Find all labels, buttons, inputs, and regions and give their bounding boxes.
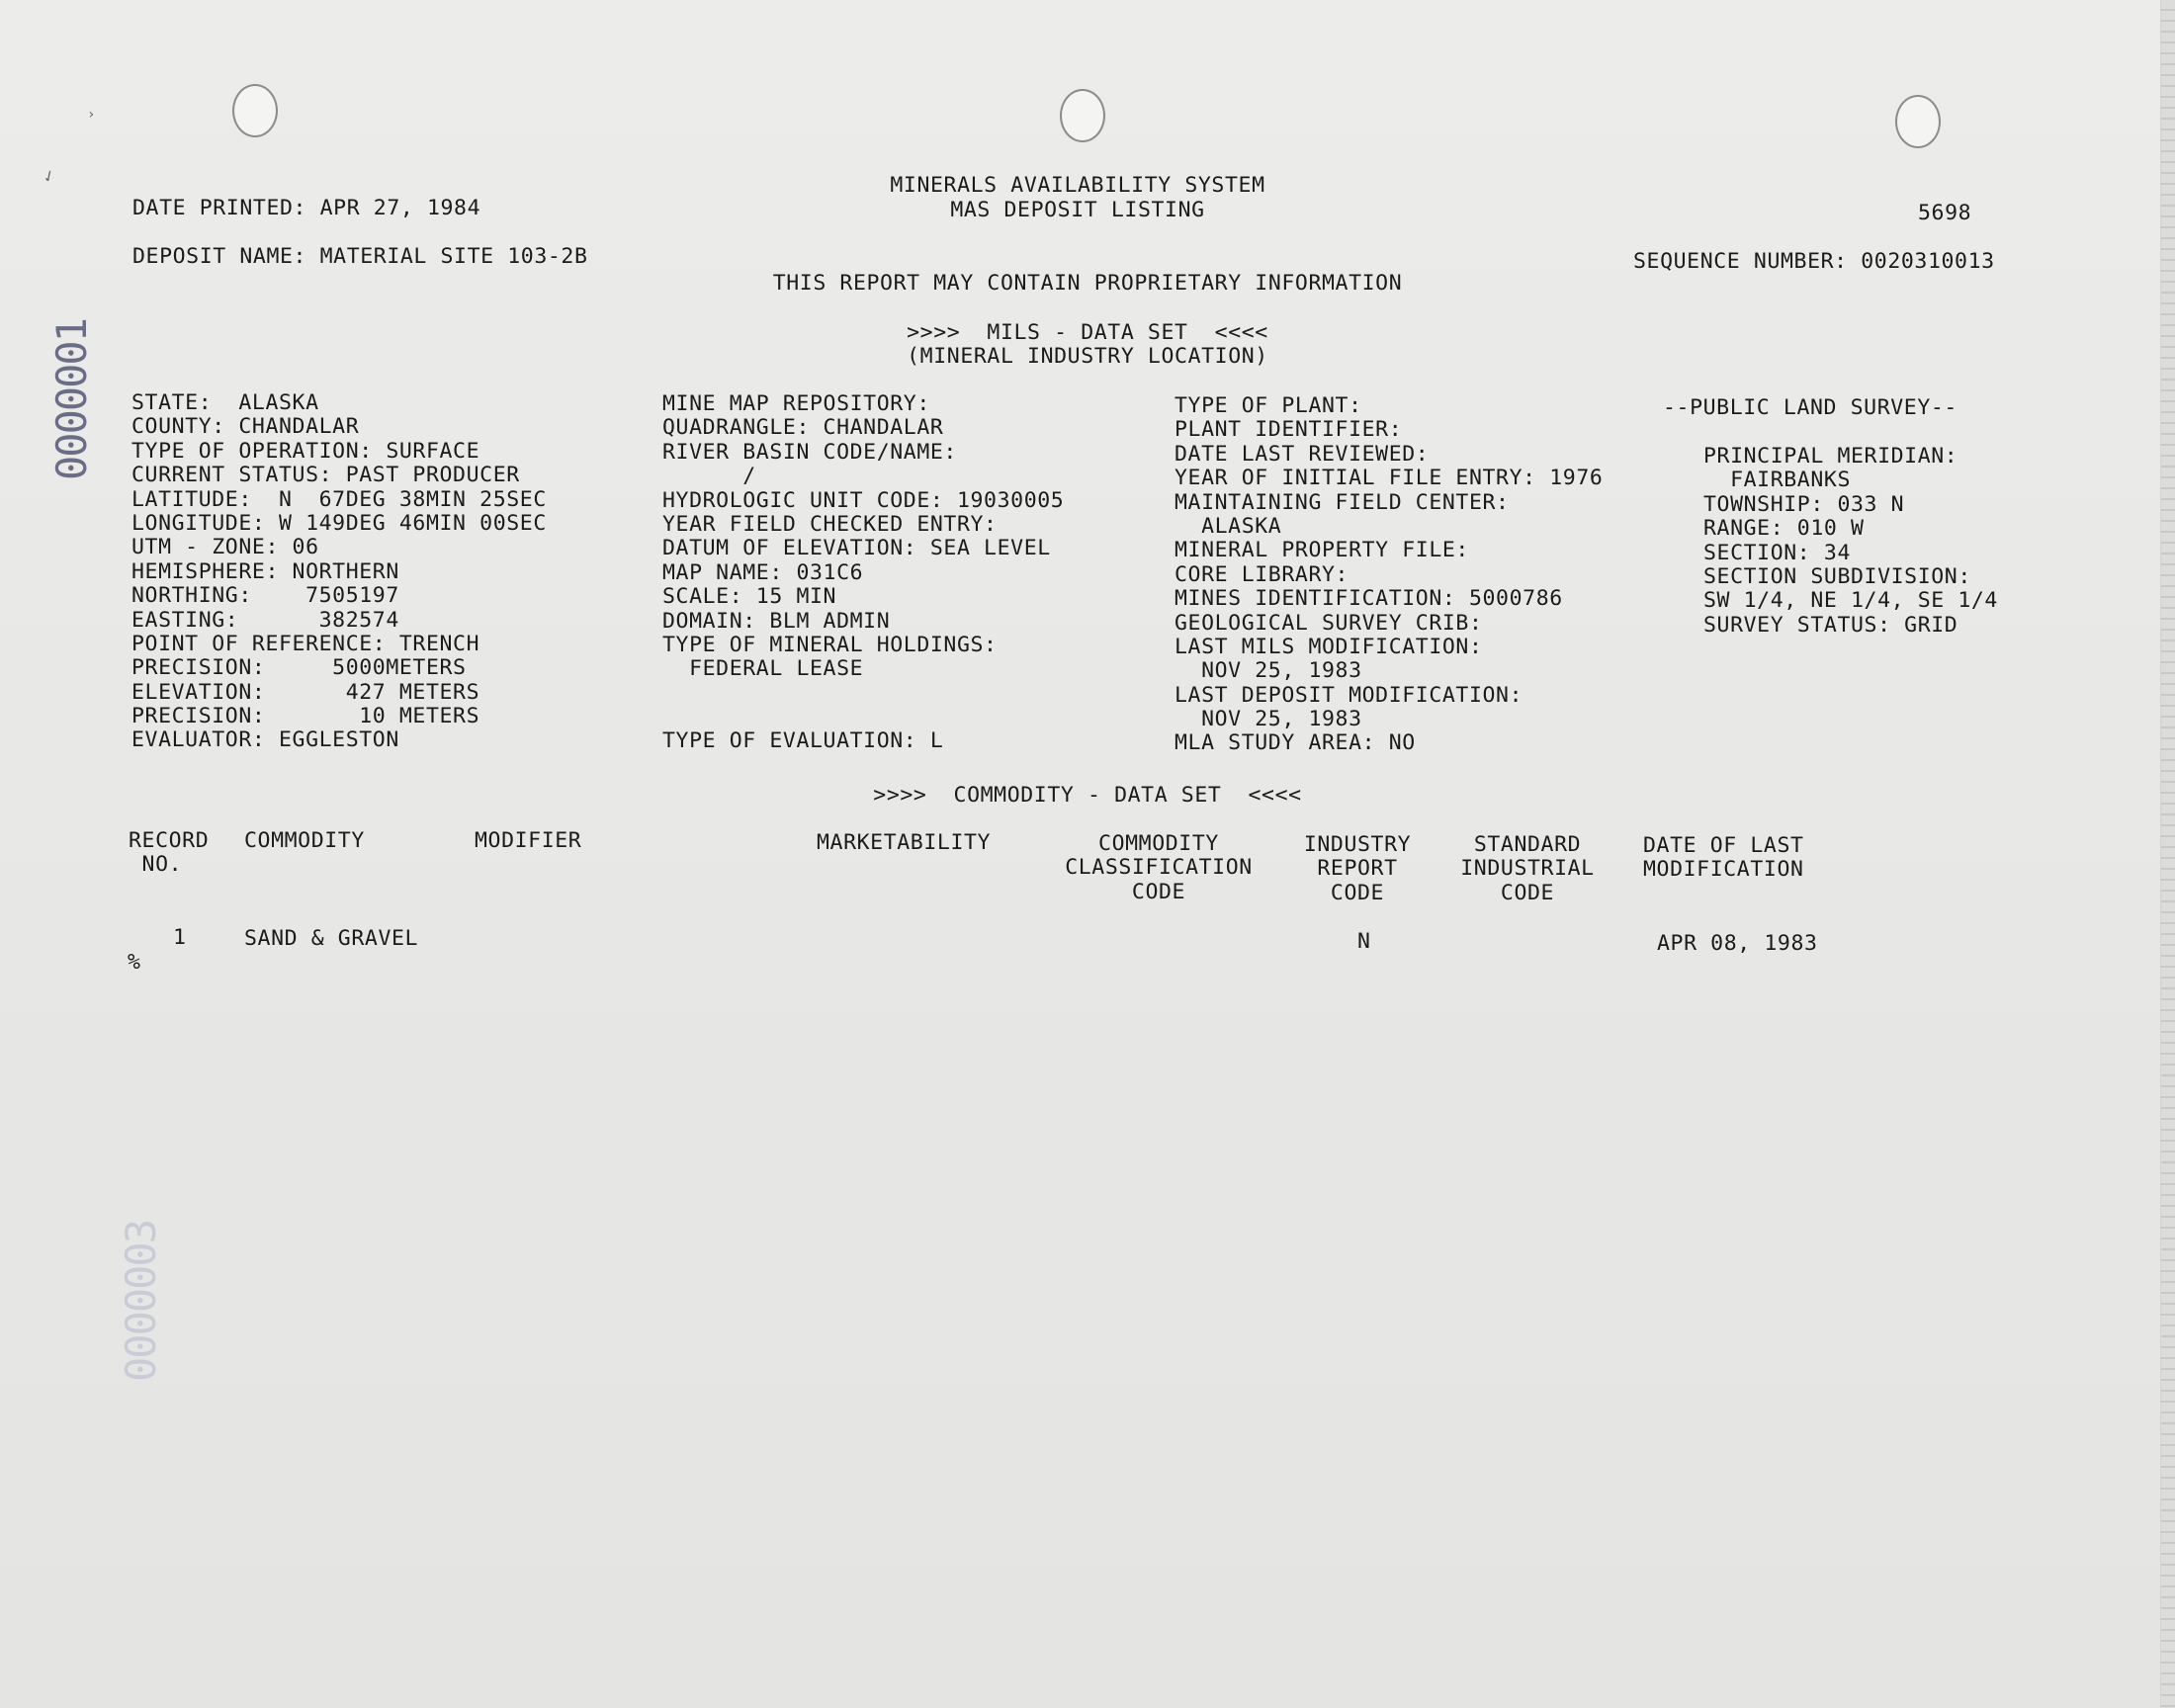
header-standard-industrial-code xyxy=(1443,833,1611,905)
mils-field: PRECISION: 5000METERS xyxy=(131,655,467,681)
column-header-line: INDUSTRY xyxy=(1303,832,1412,857)
sequence-number: SEQUENCE NUMBER: 0020310013 xyxy=(1633,249,1995,274)
mils-field: TYPE OF MINERAL HOLDINGS: xyxy=(662,632,998,657)
column-header-line: REPORT xyxy=(1317,856,1398,882)
column-header-line: INDUSTRIAL xyxy=(1460,856,1595,882)
mils-field: QUADRANGLE: CHANDALAR xyxy=(662,415,944,441)
mils-field: ALASKA xyxy=(1174,513,1282,539)
mils-field: RIVER BASIN CODE/NAME: xyxy=(662,439,957,465)
mils-field: FEDERAL LEASE xyxy=(662,656,864,682)
mils-field: CURRENT STATUS: PAST PRODUCER xyxy=(131,463,520,488)
mils-field: SCALE: 15 MIN xyxy=(662,584,837,610)
page-edge xyxy=(2160,0,2175,1708)
mils-field: EASTING: 382574 xyxy=(131,607,399,633)
survey-field: SW 1/4, NE 1/4, SE 1/4 xyxy=(1703,588,1998,614)
margin-mark: › xyxy=(87,107,96,123)
header-commodity xyxy=(244,829,365,853)
mils-field xyxy=(662,682,1064,706)
column-header-line: CODE xyxy=(1500,880,1555,905)
mils-field: EVALUATOR: EGGLESTON xyxy=(131,727,399,753)
date-printed: DATE PRINTED: APR 27, 1984 xyxy=(132,196,481,220)
survey-field: SECTION SUBDIVISION: xyxy=(1703,563,1971,589)
mils-subheading: (MINERAL INDUSTRY LOCATION) xyxy=(907,344,1268,369)
survey-field: FAIRBANKS xyxy=(1703,468,1851,493)
mils-field: STATE: ALASKA xyxy=(131,390,319,415)
column-header-line: CODE xyxy=(1330,880,1385,905)
mils-field: HEMISPHERE: NORTHERN xyxy=(131,558,399,584)
deposit-name: DEPOSIT NAME: MATERIAL SITE 103-2B xyxy=(132,244,588,269)
side-stamp-number-faint: 0000003 xyxy=(117,1220,165,1382)
survey-field: TOWNSHIP: 033 N xyxy=(1703,491,1905,517)
mils-field: TYPE OF EVALUATION: L xyxy=(662,728,944,754)
mils-field: MINERAL PROPERTY FILE: xyxy=(1174,538,1469,563)
date-of-last-modification-cell: APR 08, 1983 xyxy=(1657,931,1818,956)
survey-field: SURVEY STATUS: GRID xyxy=(1703,612,1958,638)
mils-field: TYPE OF PLANT: xyxy=(1174,393,1362,418)
side-stamp-number: 0000001 xyxy=(47,318,96,480)
column-header-line: COMMODITY xyxy=(244,828,365,853)
mils-field: YEAR OF INITIAL FILE ENTRY: 1976 xyxy=(1174,466,1604,491)
mils-field: LONGITUDE: W 149DEG 46MIN 00SEC xyxy=(131,510,547,536)
column-header-line: NO. xyxy=(129,852,183,878)
mils-field: NOV 25, 1983 xyxy=(1174,707,1362,732)
mils-field: DOMAIN: BLM ADMIN xyxy=(662,608,891,634)
column-header-line: MODIFICATION xyxy=(1643,857,1804,883)
header-record-no xyxy=(129,829,209,878)
column-header-line: CODE xyxy=(1131,879,1186,904)
public-land-survey-column xyxy=(1703,445,1998,638)
mils-field: PRECISION: 10 METERS xyxy=(131,704,480,729)
mils-field: LATITUDE: N 67DEG 38MIN 25SEC xyxy=(131,486,547,512)
mils-field: NORTHING: 7505197 xyxy=(131,583,399,609)
column-header-line: COMMODITY xyxy=(1098,831,1219,856)
mils-field: LAST DEPOSIT MODIFICATION: xyxy=(1174,682,1523,708)
punch-hole-center xyxy=(1060,89,1105,142)
mils-heading: >>>> MILS - DATA SET <<<< xyxy=(907,320,1268,345)
mils-field: NOV 25, 1983 xyxy=(1174,658,1362,684)
mils-map-column xyxy=(662,392,1064,754)
mils-field: PLANT IDENTIFIER: xyxy=(1174,417,1403,443)
mils-admin-column xyxy=(1174,394,1603,756)
mils-field: MLA STUDY AREA: NO xyxy=(1174,730,1416,756)
mils-field: YEAR FIELD CHECKED ENTRY: xyxy=(662,511,998,537)
survey-field: RANGE: 010 W xyxy=(1703,516,1865,542)
punch-hole-right xyxy=(1895,95,1941,148)
mils-field: LAST MILS MODIFICATION: xyxy=(1174,634,1483,659)
column-header-line: CLASSIFICATION xyxy=(1065,855,1253,881)
column-header-line: RECORD xyxy=(129,828,210,853)
header-industry-report-code xyxy=(1283,833,1432,905)
listing-title: MAS DEPOSIT LISTING xyxy=(950,198,1205,222)
proprietary-notice: THIS REPORT MAY CONTAIN PROPRIETARY INFORMATION xyxy=(772,271,1403,296)
header-classification-code xyxy=(1040,832,1277,904)
mils-field: UTM - ZONE: 06 xyxy=(131,535,319,560)
commodity-cell: SAND & GRAVEL xyxy=(244,926,419,951)
mils-field: HYDROLOGIC UNIT CODE: 19030005 xyxy=(662,487,1065,513)
mils-field: POINT OF REFERENCE: TRENCH xyxy=(131,631,480,656)
punch-hole-left xyxy=(232,84,278,137)
column-header-line: STANDARD xyxy=(1473,832,1582,857)
survey-field: PRINCIPAL MERIDIAN: xyxy=(1703,444,1958,469)
header-date-last-modification xyxy=(1643,834,1804,883)
mils-field: MAP NAME: 031C6 xyxy=(662,559,864,585)
mils-field: DATUM OF ELEVATION: SEA LEVEL xyxy=(662,536,1051,561)
header-marketability xyxy=(817,831,991,855)
end-of-record-marker: % xyxy=(128,950,141,975)
public-land-survey-title: --PUBLIC LAND SURVEY-- xyxy=(1663,395,1958,420)
mils-field: DATE LAST REVIEWED: xyxy=(1174,441,1430,467)
column-header-line: MODIFIER xyxy=(475,828,582,853)
mils-field: MAINTAINING FIELD CENTER: xyxy=(1174,489,1510,515)
mils-field: ELEVATION: 427 METERS xyxy=(131,679,480,705)
page-number: 5698 xyxy=(1918,201,1972,225)
mils-field: CORE LIBRARY: xyxy=(1174,561,1349,587)
mils-field xyxy=(662,706,1064,729)
mils-field: TYPE OF OPERATION: SURFACE xyxy=(131,438,480,464)
mils-field: MINE MAP REPOSITORY: xyxy=(662,391,930,416)
mils-location-column xyxy=(131,391,547,753)
record-no-cell: 1 xyxy=(173,925,187,950)
pencil-check-mark: ✓ xyxy=(40,164,58,189)
column-header-line: DATE OF LAST xyxy=(1643,833,1804,858)
mils-field: / xyxy=(662,464,756,489)
industry-report-code-cell: N xyxy=(1357,929,1371,954)
column-header-line: MARKETABILITY xyxy=(817,830,992,855)
survey-field: SECTION: 34 xyxy=(1703,540,1851,565)
header-modifier xyxy=(475,829,581,853)
mils-field: GEOLOGICAL SURVEY CRIB: xyxy=(1174,610,1483,636)
commodity-heading: >>>> COMMODITY - DATA SET <<<< xyxy=(873,783,1302,808)
system-title: MINERALS AVAILABILITY SYSTEM xyxy=(890,173,1265,198)
mils-field: COUNTY: CHANDALAR xyxy=(131,414,360,440)
mils-field: MINES IDENTIFICATION: 5000786 xyxy=(1174,586,1563,612)
